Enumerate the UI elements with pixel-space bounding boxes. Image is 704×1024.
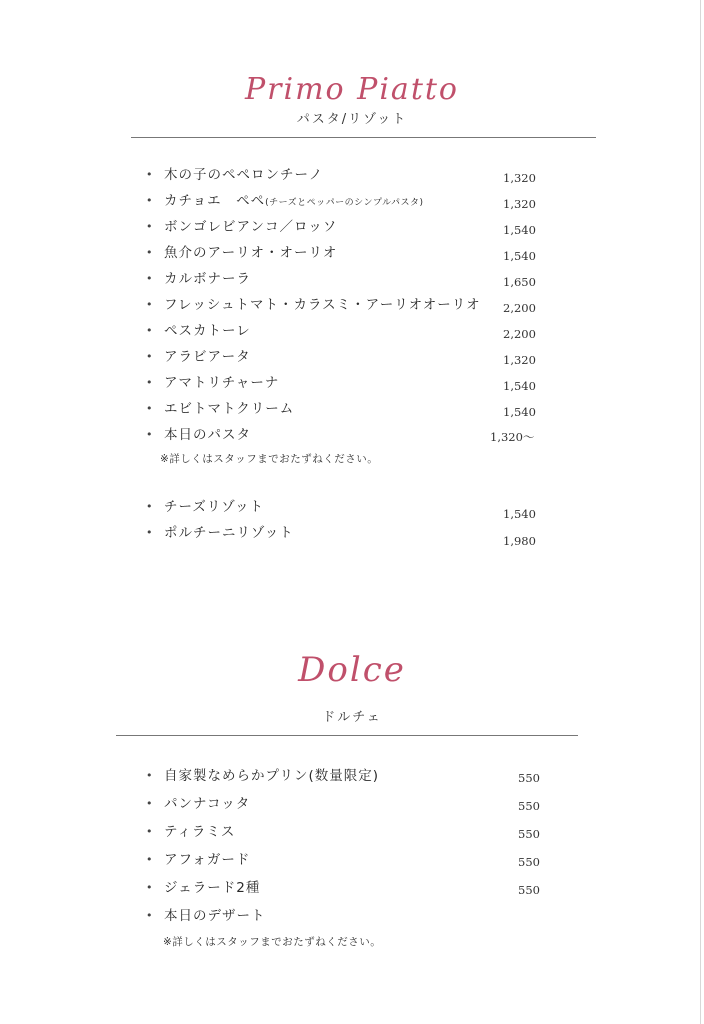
menu-item-price: 2,200 bbox=[503, 327, 536, 341]
menu-item-name: 自家製なめらかプリン(数量限定) bbox=[164, 768, 379, 784]
menu-item-name-main: カチョエ ペペ bbox=[164, 193, 266, 209]
menu-item-price: 1,320 bbox=[503, 171, 536, 185]
bullet-icon: • bbox=[146, 298, 154, 311]
menu-item-name: ポルチーニリゾット bbox=[164, 525, 294, 541]
menu-item-name: アフォガード bbox=[164, 852, 251, 868]
primo-divider bbox=[131, 137, 596, 138]
menu-item-price: 1,320～ bbox=[490, 430, 535, 444]
menu-item-price: 1,320 bbox=[503, 353, 536, 367]
bullet-icon: • bbox=[146, 376, 154, 389]
menu-item-price: 1,650 bbox=[503, 275, 536, 289]
dolce-subtitle: ドルチェ bbox=[322, 710, 382, 725]
menu-item-price: 2,200 bbox=[503, 301, 536, 315]
primo-piatto-title: Primo Piatto bbox=[244, 72, 459, 107]
bullet-icon: • bbox=[146, 168, 154, 181]
bullet-icon: • bbox=[146, 428, 154, 441]
menu-item-price: 1,540 bbox=[503, 223, 536, 237]
menu-item-price: 1,540 bbox=[503, 249, 536, 263]
menu-item-name: アラビアータ bbox=[164, 349, 251, 365]
bullet-icon: • bbox=[146, 853, 154, 866]
menu-item-description: (チーズとペッパーのシンプルパスタ) bbox=[265, 198, 424, 208]
menu-item-name: パンナコッタ bbox=[164, 796, 251, 812]
menu-item-price: 1,540 bbox=[503, 507, 536, 521]
bullet-icon: • bbox=[146, 881, 154, 894]
menu-item-name: チーズリゾット bbox=[164, 499, 265, 515]
menu-item-name: アマトリチャーナ bbox=[164, 375, 280, 391]
bullet-icon: • bbox=[146, 797, 154, 810]
menu-item-name: ボンゴレビアンコ／ロッソ bbox=[164, 219, 338, 235]
menu-item-price: 550 bbox=[518, 855, 540, 869]
menu-item-price: 1,980 bbox=[503, 534, 536, 548]
bullet-icon: • bbox=[146, 402, 154, 415]
bullet-icon: • bbox=[146, 769, 154, 782]
bullet-icon: • bbox=[146, 272, 154, 285]
menu-item-name: 魚介のアーリオ・オーリオ bbox=[164, 245, 338, 261]
menu-item-name: 木の子のペペロンチーノ bbox=[164, 167, 324, 183]
menu-item-name: ペスカトーレ bbox=[164, 323, 251, 339]
menu-item-name: エビトマトクリーム bbox=[164, 401, 295, 417]
bullet-icon: • bbox=[146, 220, 154, 233]
bullet-icon: • bbox=[146, 500, 154, 513]
menu-item-price: 1,540 bbox=[503, 405, 536, 419]
menu-item-name: 本日のパスタ bbox=[164, 427, 251, 443]
menu-item-name: ティラミス bbox=[164, 824, 236, 840]
menu-item-price: 550 bbox=[518, 827, 540, 841]
dolce-divider bbox=[116, 735, 578, 736]
menu-item-price: 550 bbox=[518, 799, 540, 813]
primo-piatto-subtitle: パスタ/リゾット bbox=[296, 112, 408, 127]
menu-item-price: 550 bbox=[518, 771, 540, 785]
bullet-icon: • bbox=[146, 246, 154, 259]
bullet-icon: • bbox=[146, 194, 154, 207]
dolce-title: Dolce bbox=[298, 650, 406, 690]
bullet-icon: • bbox=[146, 825, 154, 838]
bullet-icon: • bbox=[146, 526, 154, 539]
pasta-note: ※詳しくはスタッフまでおたずねください。 bbox=[160, 453, 379, 465]
menu-item-name: 本日のデザート bbox=[164, 908, 266, 924]
menu-item-price: 1,320 bbox=[503, 197, 536, 211]
bullet-icon: • bbox=[146, 350, 154, 363]
menu-item-name bbox=[164, 191, 423, 213]
menu-item-price: 1,540 bbox=[503, 379, 536, 393]
bullet-icon: • bbox=[146, 909, 154, 922]
menu-item-name: フレッシュトマト・カラスミ・アーリオオーリオ bbox=[164, 297, 481, 313]
menu-item-name: ジェラード2種 bbox=[164, 880, 261, 896]
menu-item-name: カルボナーラ bbox=[164, 271, 251, 287]
dolce-note: ※詳しくはスタッフまでおたずねください。 bbox=[163, 936, 382, 948]
page-edge bbox=[700, 0, 701, 1024]
menu-item-price: 550 bbox=[518, 883, 540, 897]
bullet-icon: • bbox=[146, 324, 154, 337]
